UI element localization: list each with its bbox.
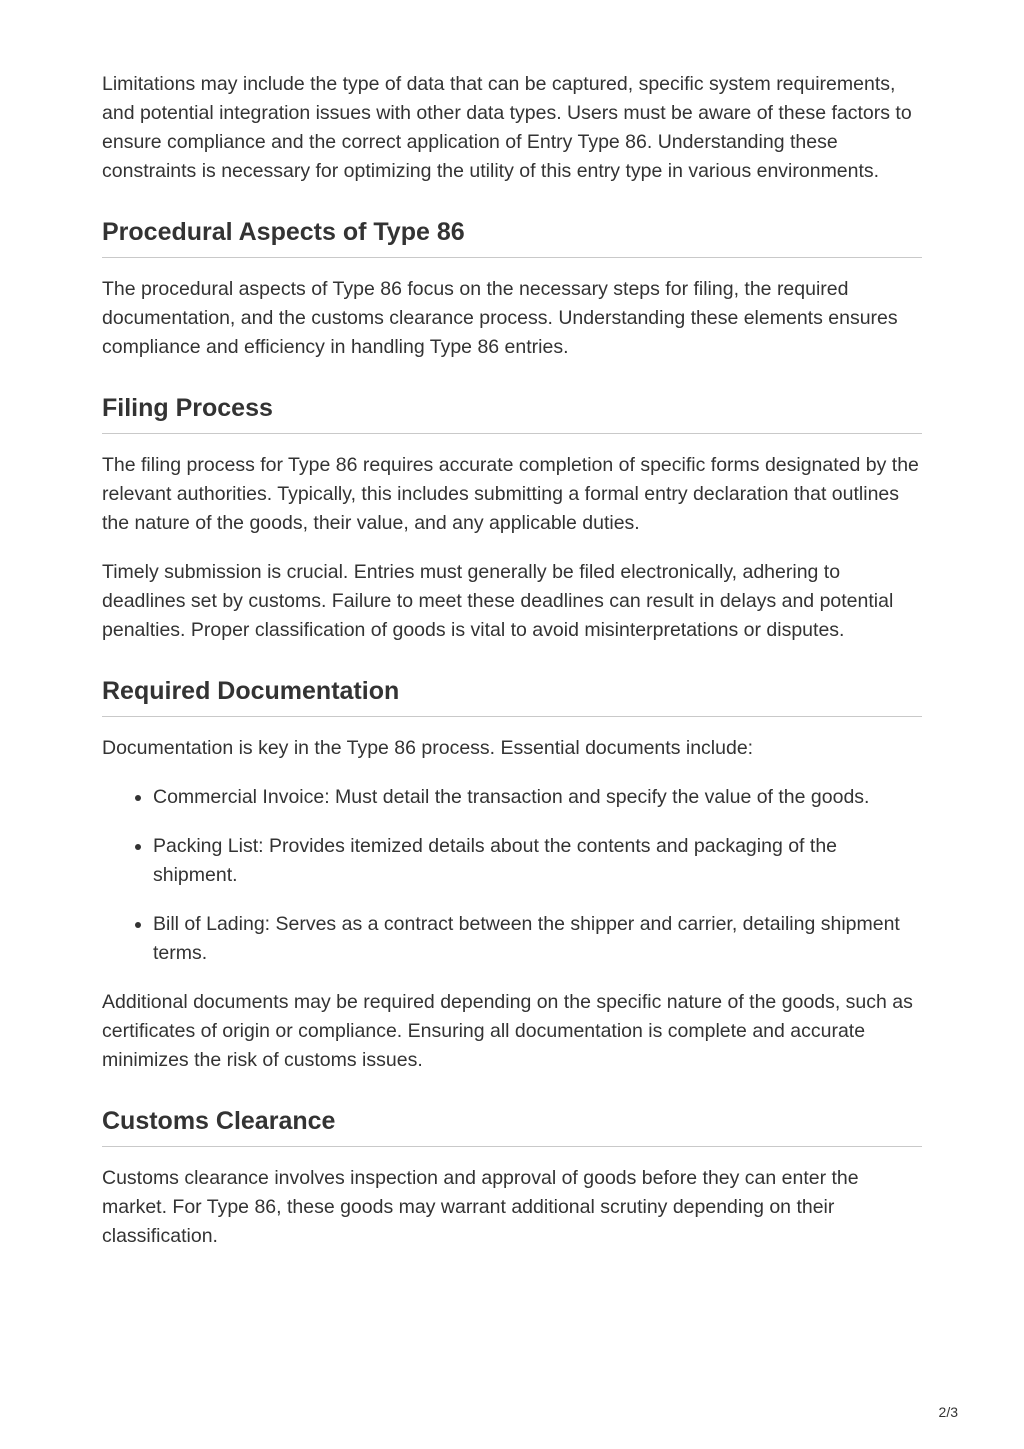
heading-filing-process: Filing Process [102,393,922,434]
section-filing-process [102,393,922,645]
list-item: • Bill of Lading: Serves as a contract between the shipper and carrier, detailing shipment terms. [153,910,922,968]
clearance-paragraph: Customs clearance involves inspection and approval of goods before they can enter the market. For Type 86, these goods may warrant additional scrutiny depending on their classification. [102,1167,859,1247]
section-required-documentation [102,676,922,1075]
heading-required-documentation: Required Documentation [102,676,922,717]
list-item: • Packing List: Provides itemized details about the contents and packaging of the shipment. [153,832,922,890]
section-customs-clearance [102,1106,922,1251]
documents-list [102,783,922,968]
documentation-intro: Documentation is key in the Type 86 process. Essential documents include: [102,737,754,759]
section-procedural-aspects [102,217,922,362]
heading-customs-clearance: Customs Clearance [102,1106,922,1147]
document-body [102,70,922,1271]
intro-paragraph: Limitations may include the type of data that can be captured, specific system requirements, and potential integration issues with other data types. Users must be aware of these factors to ensure compliance and the correct application of Entry Type 86. Understanding these constraints is necessary for optimizing the utility of this entry type in various environments. [102,73,912,182]
documentation-paragraph-2: Additional documents may be required depending on the specific nature of the goods, such as certificates of origin or compliance. Ensuring all documentation is complete and accurate minimizes the risk of customs issues. [102,991,913,1071]
procedural-paragraph: The procedural aspects of Type 86 focus on the necessary steps for filing, the required documentation, and the customs clearance process. Understanding these elements ensures compliance and efficiency in handling Type 86 entries. [102,278,898,358]
list-item: • Commercial Invoice: Must detail the transaction and specify the value of the goods. [153,783,922,812]
filing-paragraph-2: Timely submission is crucial. Entries must generally be filed electronically, adhering to deadlines set by customs. Failure to meet these deadlines can result in delays and potential penalties. Proper classification of goods is vital to avoid misinterpretations or disputes. [102,561,894,641]
filing-paragraph-1: The filing process for Type 86 requires accurate completion of specific forms designated by the relevant authorities. Typically, this includes submitting a formal entry declaration that outlines the nature of the goods, their value, and any applicable duties. [102,454,919,534]
heading-procedural-aspects: Procedural Aspects of Type 86 [102,217,922,258]
page-number: 2/3 [938,1404,958,1420]
